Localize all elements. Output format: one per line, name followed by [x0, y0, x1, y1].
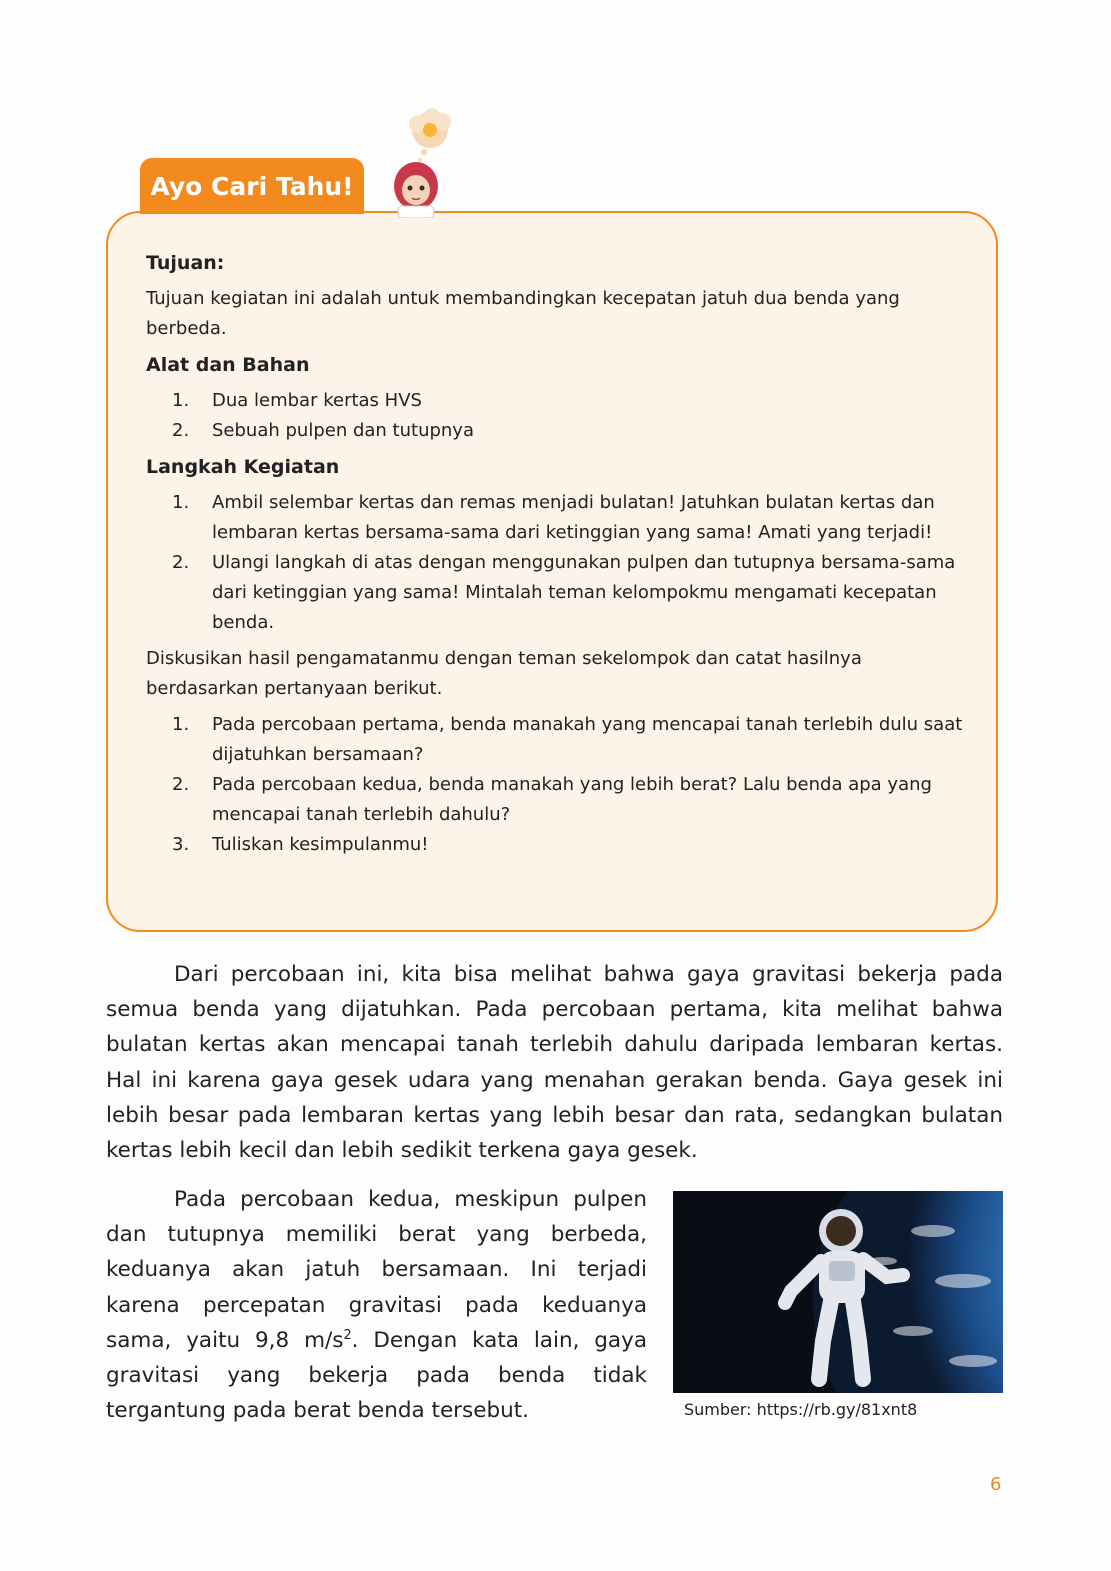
steps-list [146, 488, 976, 638]
list-number: 2. [172, 774, 190, 795]
list-item [146, 830, 976, 860]
questions-list [146, 710, 976, 860]
page-number: 6 [990, 1474, 1002, 1495]
list-number: 1. [172, 390, 190, 411]
astronaut-photo [673, 1191, 1003, 1393]
list-item [146, 710, 976, 770]
discussion-text: Diskusikan hasil pengamatanmu dengan teman sekelompok dan catat hasilnya berdasarkan pertanyaan berikut. [146, 648, 862, 699]
list-item [146, 488, 976, 548]
list-item [146, 416, 976, 446]
list-item [146, 770, 976, 830]
list-item-text: Pada percobaan kedua, benda manakah yang lebih berat? Lalu benda apa yang mencapai tanah terlebih dahulu? [212, 774, 932, 825]
goal-text: Tujuan kegiatan ini adalah untuk membandingkan kecepatan jatuh dua benda yang berbeda. [146, 288, 900, 339]
girl-mascot-icon [386, 108, 466, 218]
list-item [146, 548, 976, 638]
image-caption: Sumber: https://rb.gy/81xnt8 [684, 1400, 918, 1419]
superscript: 2 [343, 1327, 352, 1343]
list-number: 1. [172, 714, 190, 735]
list-number: 2. [172, 552, 190, 573]
activity-content [146, 248, 976, 860]
materials-heading: Alat dan Bahan [146, 354, 310, 376]
list-item-text: Tuliskan kesimpulanmu! [212, 834, 429, 855]
list-item-text: Ulangi langkah di atas dengan menggunakan pulpen dan tutupnya bersama-sama dari ketinggian yang sama! Mintalah teman kelompokmu mengamati kecepatan benda. [212, 552, 956, 633]
list-item-text: Ambil selembar kertas dan remas menjadi bulatan! Jatuhkan bulatan kertas dan lembaran kertas bersama-sama dari ketinggian yang sama! Amati yang terjadi! [212, 492, 935, 543]
materials-list [146, 386, 976, 446]
list-number: 2. [172, 420, 190, 441]
goal-heading: Tujuan: [146, 252, 225, 274]
paragraph-text: . Dengan kata lain, gaya gravitasi yang bekerja pada benda tidak tergantung pada berat benda tersebut. [106, 1327, 648, 1424]
body-paragraph-2 [106, 1182, 647, 1428]
list-item-text: Dua lembar kertas HVS [212, 390, 422, 411]
list-number: 1. [172, 492, 190, 513]
list-item-text: Pada percobaan pertama, benda manakah yang mencapai tanah terlebih dulu saat dijatuhkan bersamaan? [212, 714, 963, 765]
paragraph-text: Pada percobaan kedua, meskipun pulpen dan tutupnya memiliki berat yang berbeda, keduanya akan jatuh bersamaan. Ini terjadi karena percepatan gravitasi pada keduanya sama, yaitu 9,8 m/s [106, 1187, 647, 1353]
activity-tab-label: Ayo Cari Tahu! [140, 158, 364, 214]
steps-heading: Langkah Kegiatan [146, 456, 340, 478]
body-paragraph-1: Dari percobaan ini, kita bisa melihat bahwa gaya gravitasi bekerja pada semua benda yang dijatuhkan. Pada percobaan pertama, kita melihat bahwa bulatan kertas akan mencapai tanah terlebih dahulu daripada lembaran kertas. Hal ini karena gaya gesek udara yang menahan gerakan benda. Gaya gesek ini lebih besar pada lembaran kertas yang lebih besar dan rata, sedangkan bulatan kertas lebih kecil dan lebih sedikit terkena gaya gesek. [106, 962, 1003, 1164]
list-item [146, 386, 976, 416]
list-item-text: Sebuah pulpen dan tutupnya [212, 420, 474, 441]
list-number: 3. [172, 834, 190, 855]
